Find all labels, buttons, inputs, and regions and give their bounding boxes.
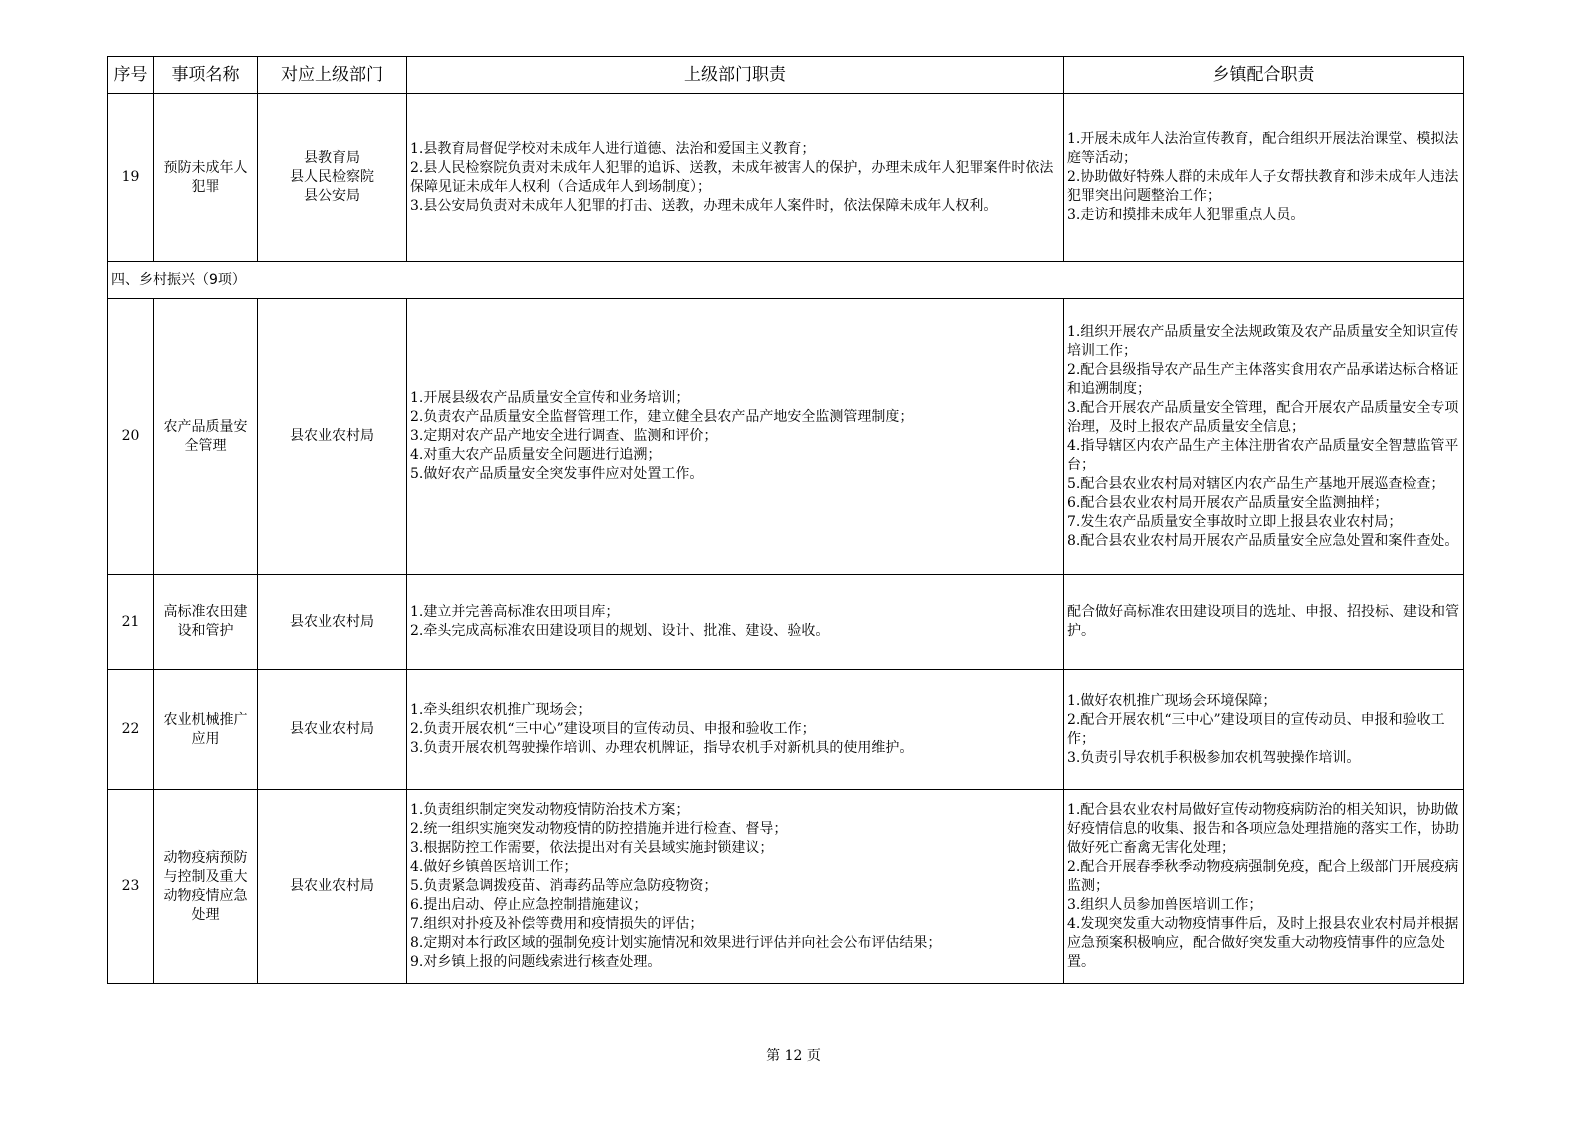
section-row <box>108 262 1464 299</box>
town-duties: 1.组织开展农产品质量安全法规政策及农产品质量安全知识宣传培训工作； 2.配合县级指导农产品生产主体落实食用农产品承诺达标合格证和追溯制度； 3.配合开展农产品质量安全管理，配合开展农产品质量安全专项治理，及时上报农产品质量安全信息； 4.指导辖区内农产品生产主体注册省农产品质量安全智慧监管平台； 5.配合县农业农村局对辖区内农产品生产基地开展巡查检查； 6.配合县农业农村局开展农产品质量安全监测抽样； 7.发生农产品质量安全事故时立即上报县农业农村局； 8.配合县农业农村局开展农产品质量安全应急处置和案件查处。 <box>1064 299 1464 575</box>
table-row <box>108 670 1464 790</box>
header-upper-dept: 对应上级部门 <box>258 57 407 94</box>
table-row <box>108 575 1464 670</box>
item-name: 高标准农田建 设和管护 <box>154 575 258 670</box>
upper-duties: 1.建立并完善高标准农田项目库； 2.牵头完成高标准农田建设项目的规划、设计、批准、建设、验收。 <box>407 575 1064 670</box>
row-number: 20 <box>108 299 154 575</box>
page-number: 第 12 页 <box>766 1048 821 1064</box>
town-duties: 配合做好高标准农田建设项目的选址、申报、招投标、建设和管护。 <box>1064 575 1464 670</box>
table-row <box>108 94 1464 262</box>
header-upper-duties: 上级部门职责 <box>407 57 1064 94</box>
header-town-duties: 乡镇配合职责 <box>1064 57 1464 94</box>
upper-department: 县农业农村局 <box>258 670 407 790</box>
item-name: 农业机械推广 应用 <box>154 670 258 790</box>
upper-duties: 1.开展县级农产品质量安全宣传和业务培训； 2.负责农产品质量安全监督管理工作，建立健全县农产品产地安全监测管理制度； 3.定期对农产品产地安全进行调查、监测和评价； 4.对重大农产品质量安全问题进行追溯； 5.做好农产品质量安全突发事件应对处置工作。 <box>407 299 1064 575</box>
section-title: 四、乡村振兴（9项） <box>108 262 1464 299</box>
row-number: 21 <box>108 575 154 670</box>
row-number: 22 <box>108 670 154 790</box>
upper-department: 县农业农村局 <box>258 575 407 670</box>
town-duties: 1.做好农机推广现场会环境保障； 2.配合开展农机“三中心”建设项目的宣传动员、申报和验收工作； 3.负责引导农机手积极参加农机驾驶操作培训。 <box>1064 670 1464 790</box>
table-row <box>108 299 1464 575</box>
table-header-row <box>108 57 1464 94</box>
upper-duties: 1.县教育局督促学校对未成年人进行道德、法治和爱国主义教育； 2.县人民检察院负责对未成年人犯罪的追诉、送教，未成年被害人的保护，办理未成年人犯罪案件时依法保障见证未成年人权利（合适成年人到场制度）； 3.县公安局负责对未成年人犯罪的打击、送教，办理未成年人案件时，依法保障未成年人权利。 <box>407 94 1064 262</box>
header-item-name: 事项名称 <box>154 57 258 94</box>
upper-duties: 1.牵头组织农机推广现场会； 2.负责开展农机“三中心”建设项目的宣传动员、申报和验收工作； 3.负责开展农机驾驶操作培训、办理农机牌证，指导农机手对新机具的使用维护。 <box>407 670 1064 790</box>
item-name: 农产品质量安 全管理 <box>154 299 258 575</box>
upper-department: 县教育局 县人民检察院 县公安局 <box>258 94 407 262</box>
upper-department: 县农业农村局 <box>258 790 407 984</box>
row-number: 19 <box>108 94 154 262</box>
upper-duties: 1.负责组织制定突发动物疫情防治技术方案； 2.统一组织实施突发动物疫情的防控措施并进行检查、督导； 3.根据防控工作需要，依法提出对有关县域实施封锁建议； 4.做好乡镇兽医培训工作； 5.负责紧急调拨疫苗、消毒药品等应急防疫物资； 6.提出启动、停止应急控制措施建议； 7.组织对扑疫及补偿等费用和疫情损失的评估； 8.定期对本行政区域的强制免疫计划实施情况和效果进行评估并向社会公布评估结果； 9.对乡镇上报的问题线索进行核查处理。 <box>407 790 1064 984</box>
upper-department: 县农业农村局 <box>258 299 407 575</box>
item-name: 预防未成年人 犯罪 <box>154 94 258 262</box>
row-number: 23 <box>108 790 154 984</box>
town-duties: 1.开展未成年人法治宣传教育，配合组织开展法治课堂、模拟法庭等活动； 2.协助做好特殊人群的未成年人子女帮扶教育和涉未成年人违法犯罪突出问题整治工作； 3.走访和摸排未成年人犯罪重点人员。 <box>1064 94 1464 262</box>
item-name: 动物疫病预防 与控制及重大 动物疫情应急 处理 <box>154 790 258 984</box>
table-row <box>108 790 1464 984</box>
responsibility-table <box>107 56 1464 984</box>
town-duties: 1.配合县农业农村局做好宣传动物疫病防治的相关知识，协助做好疫情信息的收集、报告和各项应急处理措施的落实工作，协助做好死亡畜禽无害化处理； 2.配合开展春季秋季动物疫病强制免疫，配合上级部门开展疫病监测； 3.组织人员参加兽医培训工作； 4.发现突发重大动物疫情事件后，及时上报县农业农村局并根据应急预案积极响应，配合做好突发重大动物疫情事件的应急处置。 <box>1064 790 1464 984</box>
header-no: 序号 <box>108 57 154 94</box>
